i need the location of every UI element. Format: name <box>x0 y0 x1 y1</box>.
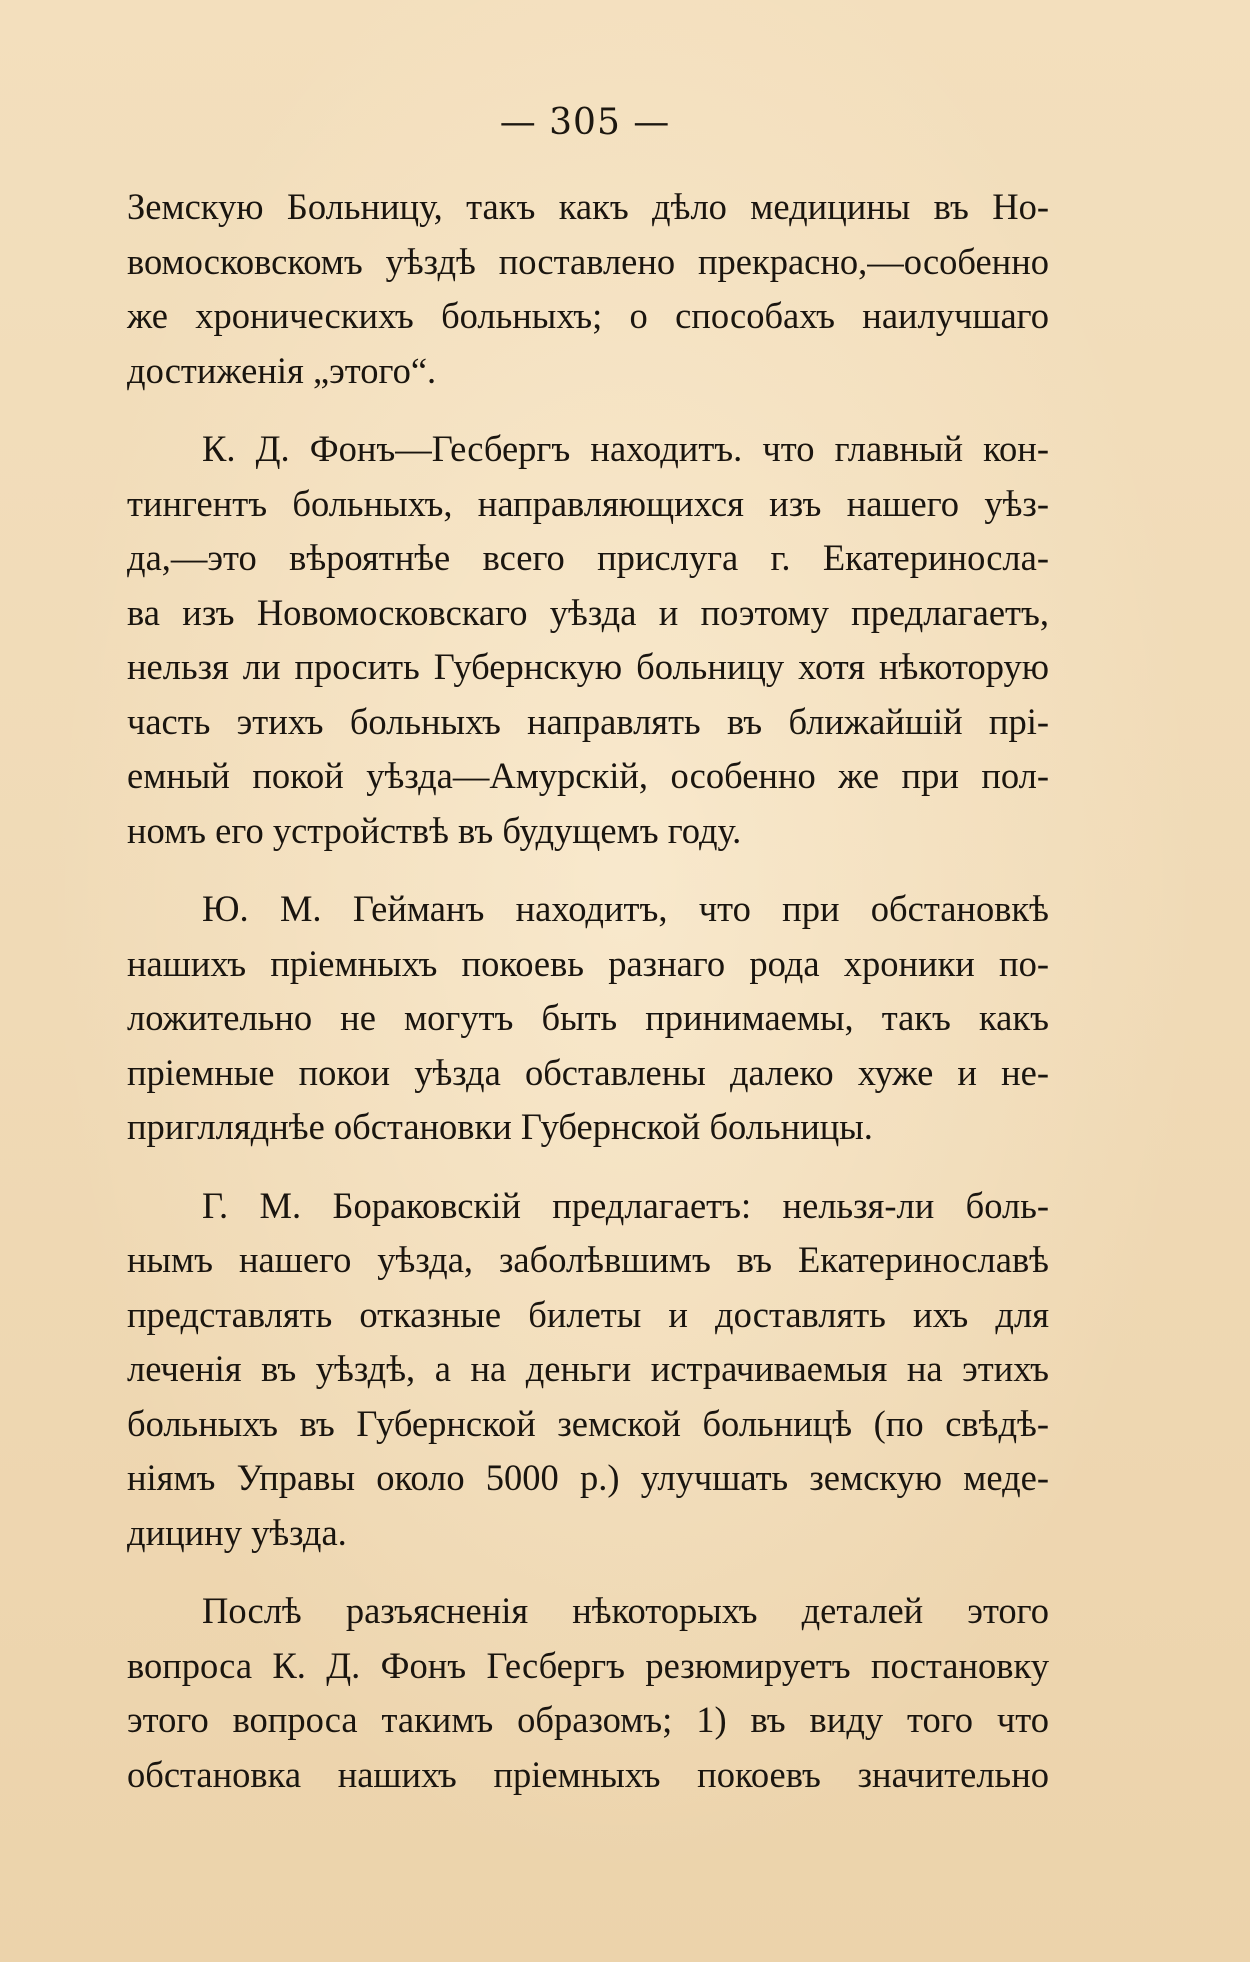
text-line: больныхъ въ Губернской земской больницѣ (по свѣдѣ- <box>127 1402 1049 1444</box>
text-line: леченія въ уѣздѣ, а на деньги истрачиваемыя на этихъ <box>127 1348 1049 1389</box>
text-line: Ю. М. Гейманъ находитъ, что при обстановкѣ <box>202 888 1049 929</box>
text-line: К. Д. Фонъ—Гесбергъ находитъ. что главный кон- <box>202 428 1049 469</box>
text-line: Г. М. Бораковскій предлагаетъ: нельзя-ли боль- <box>202 1184 1049 1226</box>
body-text <box>127 180 1049 1802</box>
text-line: тингентъ больныхъ, направляющихся изъ нашего уѣз- <box>127 482 1049 524</box>
text-line: Послѣ разъясненія нѣкоторыхъ деталей этого <box>202 1590 1049 1631</box>
text-line: достиженія „этого“. <box>127 349 437 391</box>
text-line: емный покой уѣзда—Амурскій, особенно же при пол- <box>127 755 1049 796</box>
text-line: пріемные покои уѣзда обставлены далеко хуже и не- <box>127 1051 1049 1093</box>
paragraph-5 <box>127 1584 1049 1802</box>
text-line: обстановка нашихъ пріемныхъ покоевъ значительно <box>127 1753 1049 1795</box>
text-line: дицину уѣзда. <box>127 1511 347 1553</box>
paragraph-2 <box>127 422 1049 858</box>
text-line: вомосковскомъ уѣздѣ поставлено прекрасно,—особенно <box>127 240 1049 282</box>
text-line: этого вопроса такимъ образомъ; 1) въ виду того что <box>127 1699 1049 1740</box>
text-line: приглляднѣе обстановки Губернской больницы. <box>127 1106 873 1147</box>
paragraph-3 <box>127 882 1049 1155</box>
text-line: нымъ нашего уѣзда, заболѣвшимъ въ Екатеринославѣ <box>127 1239 1049 1280</box>
text-line: номъ его устройствѣ въ будущемъ году. <box>127 809 742 851</box>
text-line: представлять отказные билеты и доставлять ихъ для <box>127 1293 1049 1335</box>
text-line: ніямъ Управы около 5000 р.) улучшать земскую меде- <box>127 1457 1049 1498</box>
text-line: ложительно не могутъ быть принимаемы, такъ какъ <box>127 997 1049 1038</box>
paragraph-4 <box>127 1179 1049 1561</box>
text-line: вопроса К. Д. Фонъ Гесбергъ резюмируетъ постановку <box>127 1644 1049 1686</box>
text-line: же хроническихъ больныхъ; о способахъ наилучшаго <box>127 295 1049 336</box>
page-number: — 305 — <box>499 102 671 143</box>
text-line: Земскую Больницу, такъ какъ дѣло медицины въ Но- <box>127 186 1049 227</box>
text-line: да,—это вѣроятнѣе всего прислуга г. Екатериносла- <box>127 537 1049 578</box>
text-line: нашихъ пріемныхъ покоевь разнаго рода хроники по- <box>127 942 1049 984</box>
text-line: часть этихъ больныхъ направлять въ ближайшій прі- <box>127 700 1049 742</box>
text-line: нельзя ли просить Губернскую больницу хотя нѣкоторую <box>127 646 1049 687</box>
text-line: ва изъ Новомосковскаго уѣзда и поэтому предлагаетъ, <box>127 591 1049 633</box>
paragraph-1 <box>127 180 1049 398</box>
